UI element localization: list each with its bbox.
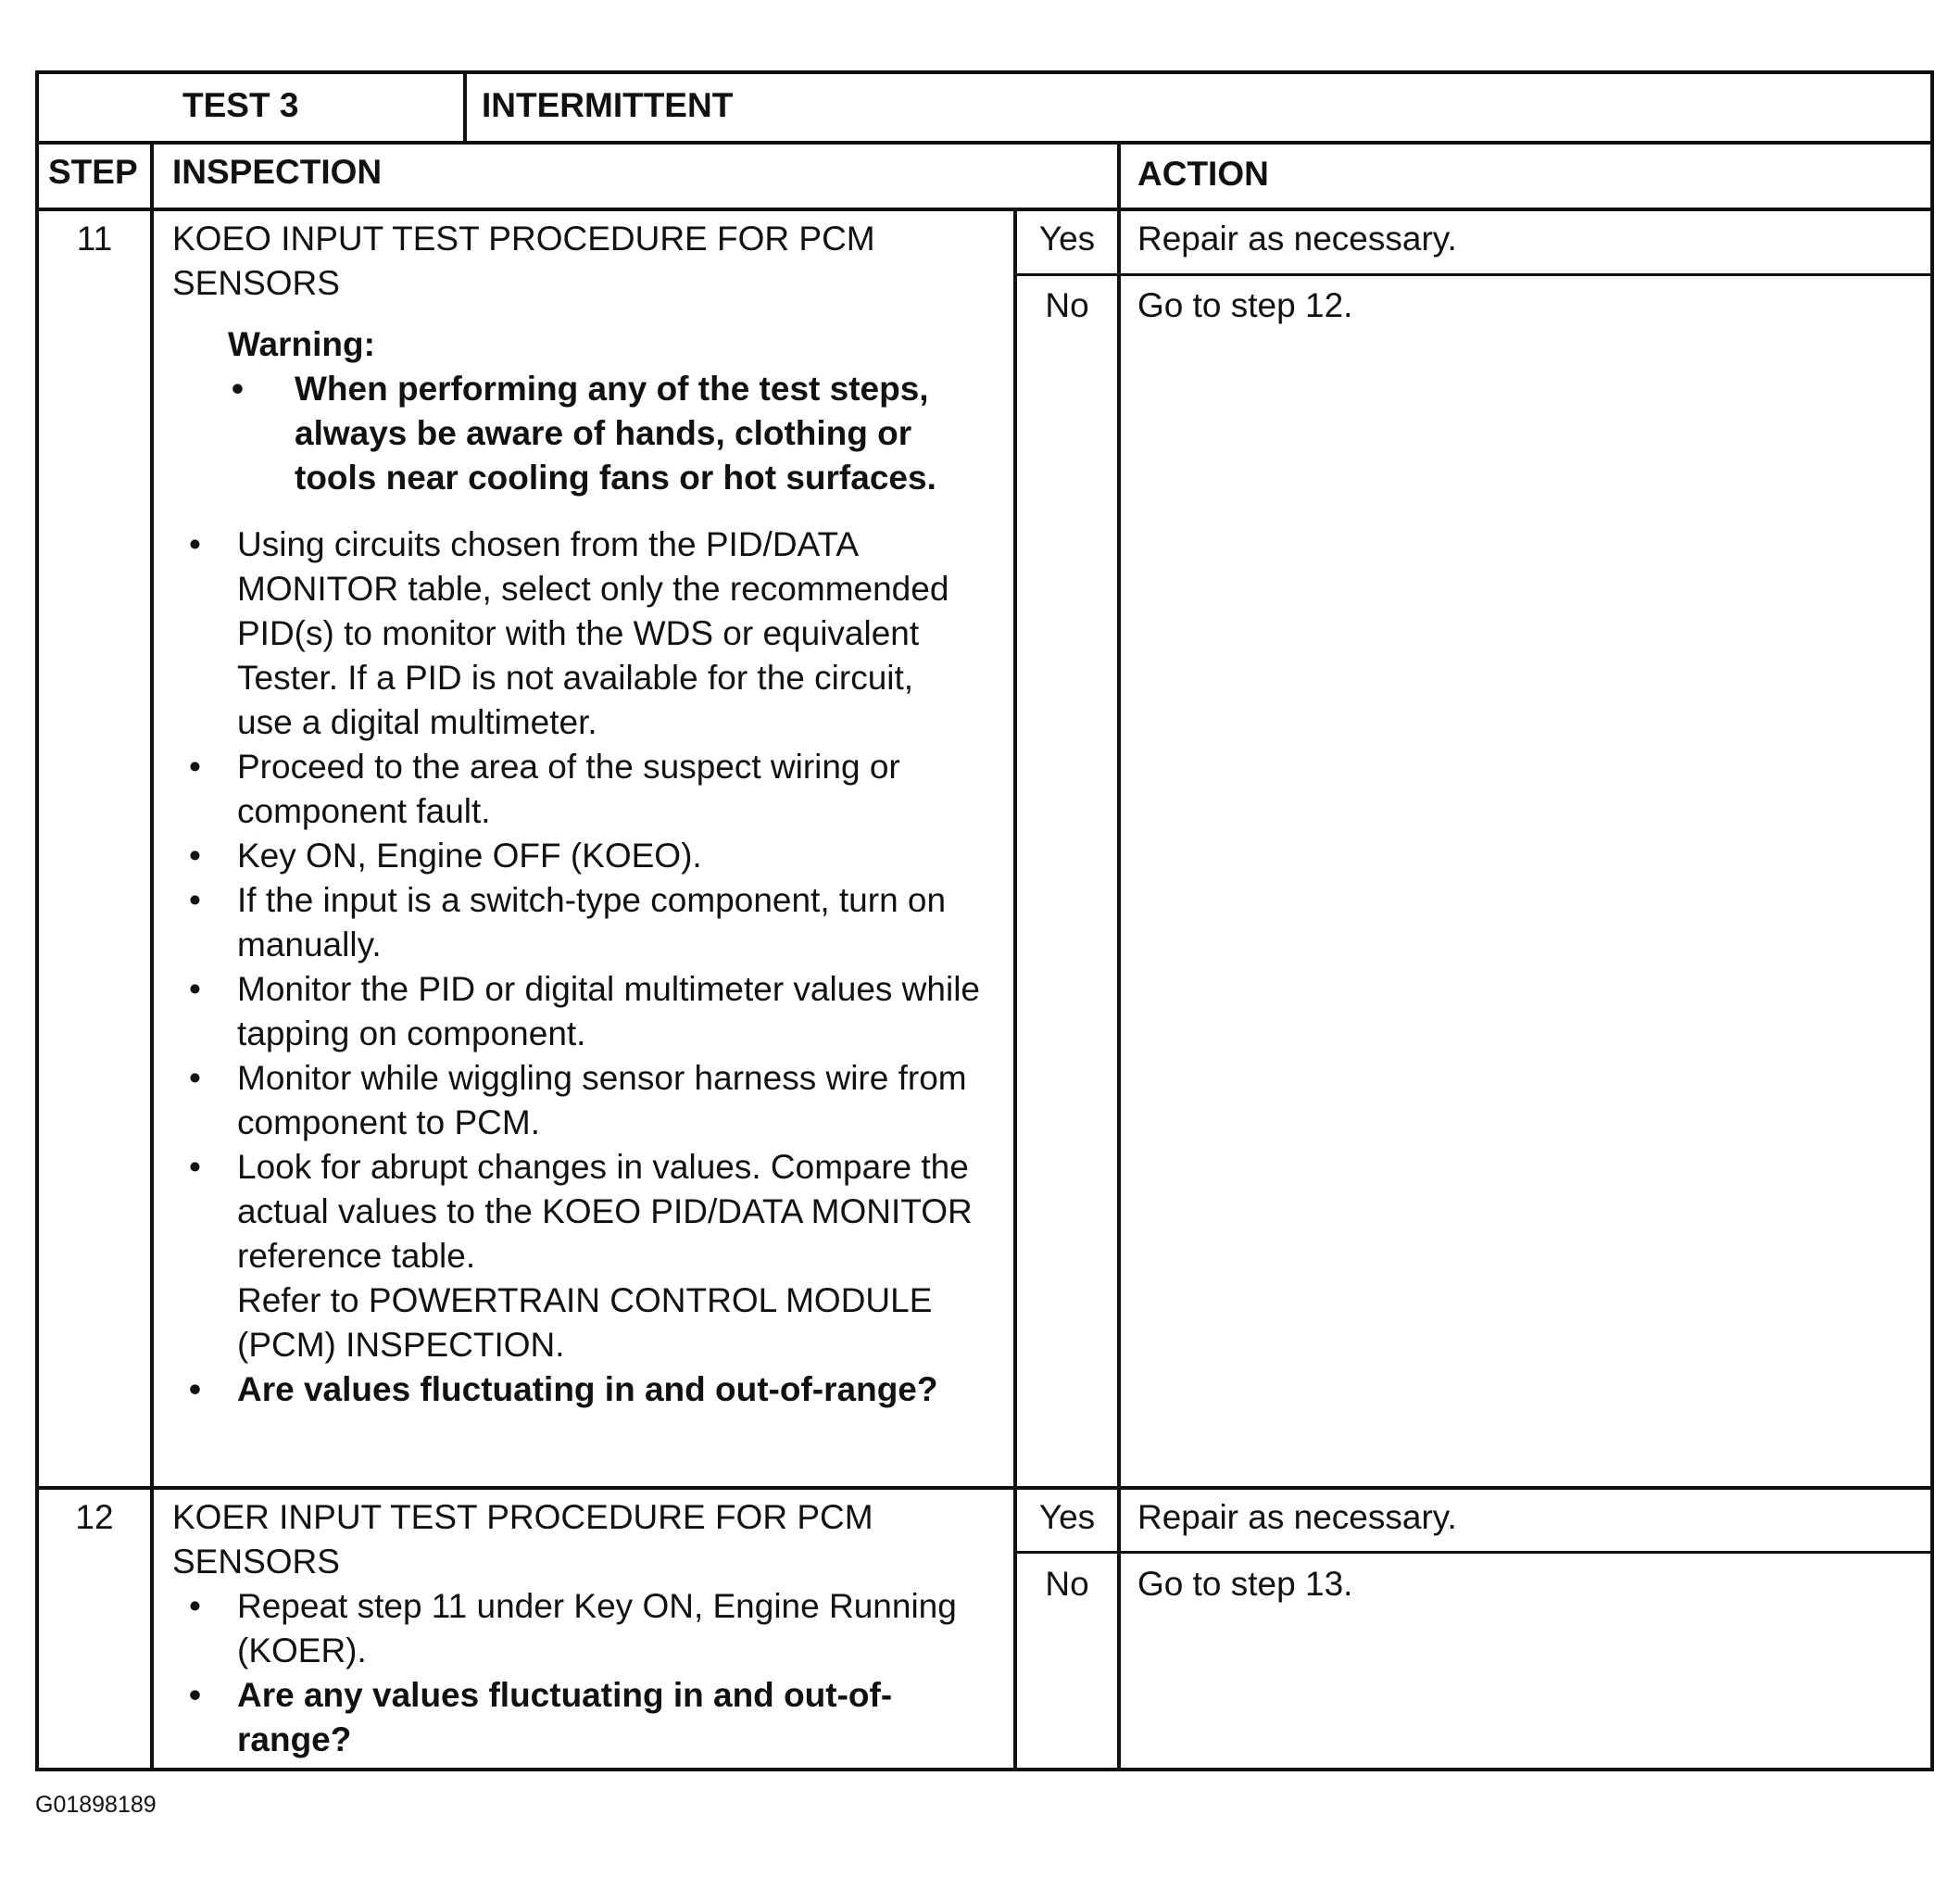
rule-step11-yes-no <box>1017 273 1930 276</box>
no-label: No <box>1045 1565 1089 1603</box>
warning-label: Warning: <box>228 325 375 363</box>
step-title: KOEO INPUT TEST PROCEDURE FOR PCM SENSORS <box>172 220 875 302</box>
col-step: STEP <box>48 153 138 191</box>
col-inspection: INSPECTION <box>172 153 383 191</box>
list-item: • Are values fluctuating in and out-of-range? <box>172 1367 1034 1412</box>
list-item: • Proceed to the area of the suspect wiring or component fault. <box>172 745 1006 834</box>
rule-action-col-header <box>1117 141 1121 211</box>
no-label: No <box>1045 286 1089 324</box>
col-action: ACTION <box>1137 155 1269 193</box>
rule-header <box>39 141 1930 145</box>
figure-id: G01898189 <box>35 1792 157 1818</box>
rule-action-col <box>1117 208 1121 1768</box>
list-item: • Look for abrupt changes in values. Compare the actual values to the KOEO PID/DATA MONITOR reference table. <box>172 1145 1006 1279</box>
no-action: Go to step 12. <box>1137 286 1353 324</box>
list-item: • Monitor while wiggling sensor harness wire from component to PCM. <box>172 1056 1006 1145</box>
rule-columns <box>39 208 1930 211</box>
step-number: 11 <box>76 220 113 258</box>
list-item: • Repeat step 11 under Key ON, Engine Running (KOER). <box>172 1584 960 1673</box>
step-title: KOER INPUT TEST PROCEDURE FOR PCM SENSORS <box>172 1498 873 1581</box>
yes-action: Repair as necessary. <box>1137 1498 1457 1536</box>
step-inspection <box>172 1495 987 1762</box>
yes-label: Yes <box>1038 220 1096 258</box>
list-item: • If the input is a switch-type component, turn on manually. <box>172 878 1006 967</box>
refer-note: Refer to POWERTRAIN CONTROL MODULE (PCM) INSPECTION. <box>237 1281 933 1364</box>
list-item: • Monitor the PID or digital multimeter values while tapping on component. <box>172 967 1006 1056</box>
rule-step-col <box>150 141 154 1768</box>
rule-step-divider <box>39 1486 1930 1490</box>
no-action: Go to step 13. <box>1137 1565 1353 1603</box>
yes-action: Repair as necessary. <box>1137 220 1457 258</box>
list-item: • Are any values fluctuating in and out-of-range? <box>172 1673 960 1762</box>
test-number: TEST 3 <box>182 86 299 124</box>
rule-header-split <box>463 74 467 141</box>
list-item: • Key ON, Engine OFF (KOEO). <box>172 834 987 878</box>
step-inspection <box>172 217 987 1412</box>
test-table <box>35 70 1934 1771</box>
list-item: • Using circuits chosen from the PID/DATA MONITOR table, select only the recommended PID(s) to monitor with the WDS or equivalent Tester. If a PID is not available for the circuit, use a digital multimeter. <box>172 523 969 745</box>
warning-item: • When performing any of the test steps, always be aware of hands, clothing or tools near cooling fans or hot surfaces. <box>228 367 989 500</box>
yes-label: Yes <box>1038 1498 1096 1536</box>
test-title: INTERMITTENT <box>482 86 734 124</box>
step-number: 12 <box>75 1498 114 1536</box>
rule-step12-yes-no <box>1017 1551 1930 1554</box>
